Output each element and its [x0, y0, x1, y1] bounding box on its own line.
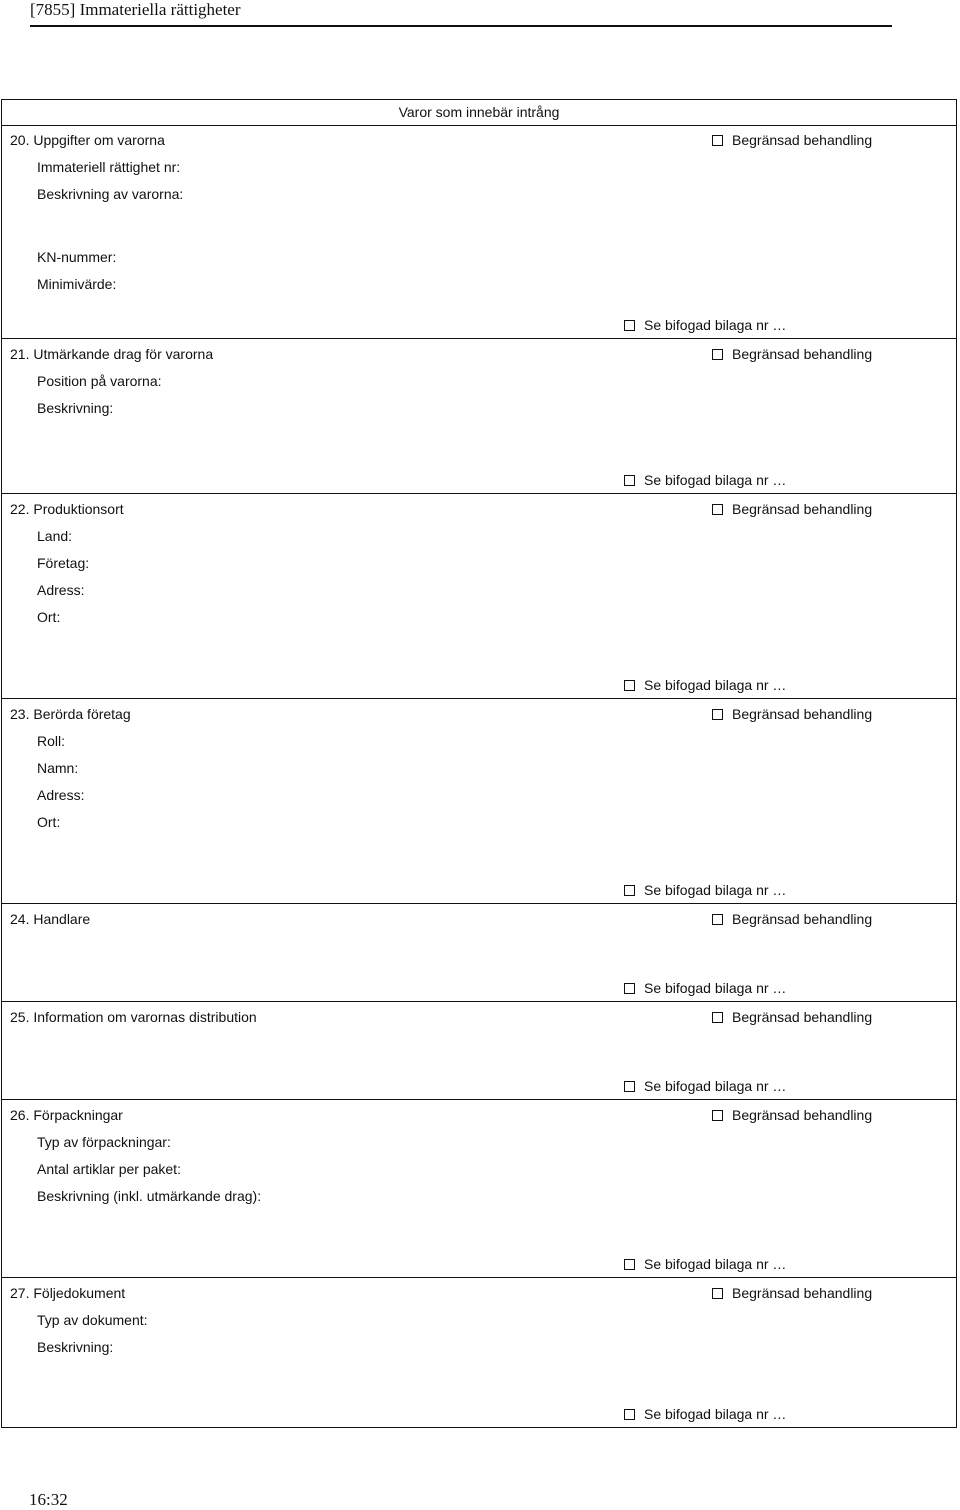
restricted-handling-checkbox[interactable]: [712, 131, 872, 149]
restricted-handling-checkbox[interactable]: [712, 705, 872, 723]
checkbox-icon: [624, 1409, 635, 1420]
checkbox-icon: [624, 680, 635, 691]
checkbox-label: Begränsad behandling: [732, 132, 873, 148]
goods-form: [1, 99, 957, 1428]
field-label: Beskrivning av varorna:: [37, 186, 184, 202]
see-annex-checkbox[interactable]: [624, 1077, 786, 1095]
see-annex-checkbox[interactable]: [624, 316, 786, 334]
checkbox-label: Begränsad behandling: [732, 1009, 873, 1025]
field-label: Ort:: [37, 609, 61, 625]
see-annex-checkbox[interactable]: [624, 1405, 786, 1423]
field-label: Land:: [37, 528, 73, 544]
section-title: 22. Produktionsort: [10, 501, 124, 517]
checkbox-icon: [624, 885, 635, 896]
checkbox-label: Se bifogad bilaga nr …: [644, 472, 787, 488]
checkbox-label: Begränsad behandling: [732, 501, 873, 517]
field-label: Ort:: [37, 814, 61, 830]
checkbox-label: Se bifogad bilaga nr …: [644, 1406, 787, 1422]
checkbox-label: Se bifogad bilaga nr …: [644, 882, 787, 898]
section-title: 25. Information om varornas distribution: [10, 1009, 257, 1025]
checkbox-icon: [712, 504, 723, 515]
field-label: Minimivärde:: [37, 276, 117, 292]
field-label: Beskrivning:: [37, 1339, 114, 1355]
section-goods-details: [2, 125, 956, 339]
checkbox-icon: [712, 1288, 723, 1299]
checkbox-label: Begränsad behandling: [732, 1107, 873, 1123]
field-label: Företag:: [37, 555, 90, 571]
checkbox-label: Se bifogad bilaga nr …: [644, 980, 787, 996]
restricted-handling-checkbox[interactable]: [712, 1284, 872, 1302]
checkbox-icon: [712, 1110, 723, 1121]
field-label: Adress:: [37, 582, 85, 598]
section-title: 27. Följedokument: [10, 1285, 126, 1301]
restricted-handling-checkbox[interactable]: [712, 910, 872, 928]
restricted-handling-checkbox[interactable]: [712, 1008, 872, 1026]
section-title: 20. Uppgifter om varorna: [10, 132, 165, 148]
field-label: Adress:: [37, 787, 85, 803]
checkbox-icon: [712, 914, 723, 925]
restricted-handling-checkbox[interactable]: [712, 1106, 872, 1124]
field-label: Position på varorna:: [37, 373, 162, 389]
section-title: 23. Berörda företag: [10, 706, 131, 722]
field-label: KN-nummer:: [37, 249, 117, 265]
section-distinctive-features: [2, 339, 956, 494]
section-title: 26. Förpackningar: [10, 1107, 123, 1123]
see-annex-checkbox[interactable]: [624, 979, 786, 997]
field-label: Beskrivning (inkl. utmärkande drag):: [37, 1188, 262, 1204]
section-accompanying-documents: [2, 1278, 956, 1427]
field-label: Typ av dokument:: [37, 1312, 148, 1328]
checkbox-label: Se bifogad bilaga nr …: [644, 1256, 787, 1272]
checkbox-label: Begränsad behandling: [732, 346, 873, 362]
checkbox-icon: [712, 349, 723, 360]
section-distribution-info: [2, 1002, 956, 1100]
checkbox-icon: [624, 1259, 635, 1270]
section-concerned-companies: [2, 699, 956, 904]
form-title: Varor som innebär intrång: [2, 100, 956, 126]
field-label: Namn:: [37, 760, 79, 776]
header-divider: [30, 25, 892, 27]
field-label: Antal artiklar per paket:: [37, 1161, 181, 1177]
restricted-handling-checkbox[interactable]: [712, 345, 872, 363]
checkbox-label: Begränsad behandling: [732, 911, 873, 927]
checkbox-icon: [624, 983, 635, 994]
checkbox-icon: [712, 135, 723, 146]
section-title: 24. Handlare: [10, 911, 91, 927]
section-title: 21. Utmärkande drag för varorna: [10, 346, 214, 362]
field-label: Typ av förpackningar:: [37, 1134, 171, 1150]
field-label: Immateriell rättighet nr:: [37, 159, 181, 175]
checkbox-icon: [712, 1012, 723, 1023]
section-packaging: [2, 1100, 956, 1278]
restricted-handling-checkbox[interactable]: [712, 500, 872, 518]
checkbox-label: Se bifogad bilaga nr …: [644, 677, 787, 693]
checkbox-icon: [624, 1081, 635, 1092]
checkbox-icon: [624, 475, 635, 486]
see-annex-checkbox[interactable]: [624, 881, 786, 899]
page-header-title: [7855] Immateriella rättigheter: [30, 0, 241, 19]
checkbox-label: Se bifogad bilaga nr …: [644, 1078, 787, 1094]
checkbox-label: Begränsad behandling: [732, 706, 873, 722]
checkbox-icon: [624, 320, 635, 331]
field-label: Roll:: [37, 733, 66, 749]
section-traders: [2, 904, 956, 1002]
checkbox-icon: [712, 709, 723, 720]
see-annex-checkbox[interactable]: [624, 676, 786, 694]
section-production-place: [2, 494, 956, 699]
field-label: Beskrivning:: [37, 400, 114, 416]
see-annex-checkbox[interactable]: [624, 1255, 786, 1273]
checkbox-label: Begränsad behandling: [732, 1285, 873, 1301]
page-number: 16:32: [29, 1490, 68, 1509]
checkbox-label: Se bifogad bilaga nr …: [644, 317, 787, 333]
see-annex-checkbox[interactable]: [624, 471, 786, 489]
